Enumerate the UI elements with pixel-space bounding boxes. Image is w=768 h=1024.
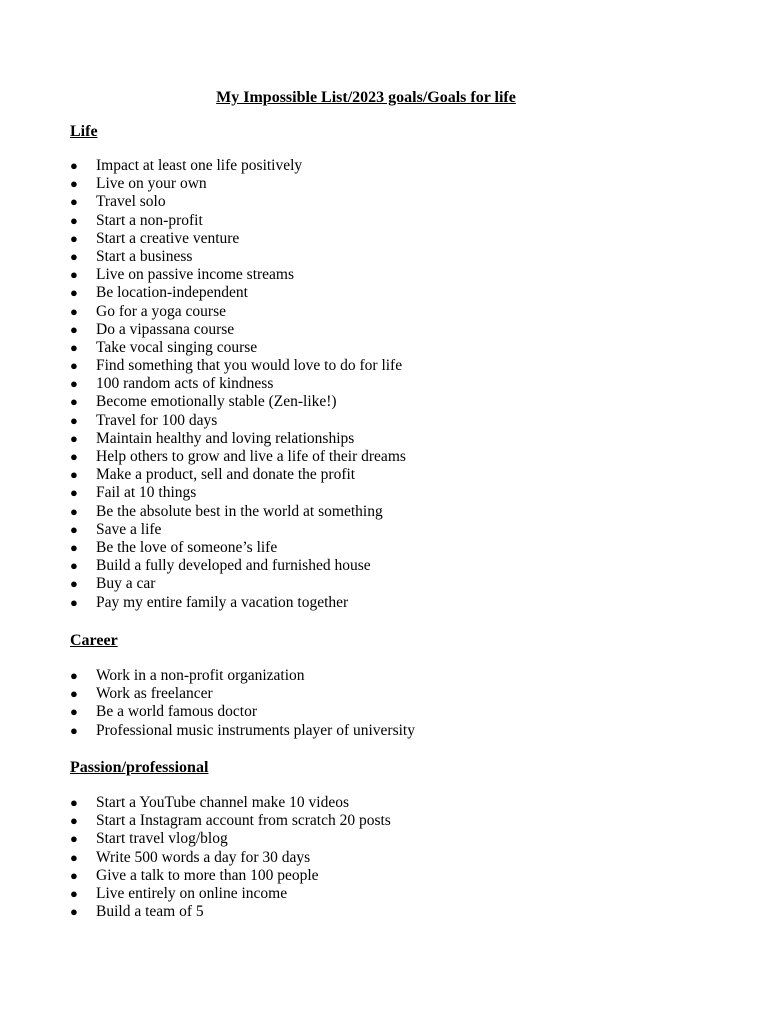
bullet-icon: ● xyxy=(70,158,78,173)
bullet-icon: ● xyxy=(70,376,78,392)
list-item xyxy=(70,667,415,685)
bullet-icon: ● xyxy=(70,576,78,592)
list-item-text: Be the absolute best in the world at something xyxy=(96,502,383,520)
list-item xyxy=(70,321,406,339)
list-item-text: Start a creative venture xyxy=(96,229,240,247)
list-item-text: Be location-independent xyxy=(96,284,248,302)
list-item xyxy=(70,685,415,703)
list-item xyxy=(70,157,406,175)
list-item-text: Pay my entire family a vacation together xyxy=(96,593,349,611)
list-item-text: Start a business xyxy=(96,247,193,265)
list-item-text: Work as freelancer xyxy=(96,685,213,703)
bullet-icon: ● xyxy=(70,303,78,319)
list-item-text: Save a life xyxy=(96,520,162,538)
list-item xyxy=(70,284,406,302)
list-item xyxy=(70,594,406,612)
list-item-text: Live on passive income streams xyxy=(96,266,295,284)
list-item-text: Live entirely on online income xyxy=(96,884,288,902)
list-item-text: 100 random acts of kindness xyxy=(96,375,274,393)
list-item-text: Start a non-profit xyxy=(96,211,203,229)
bullet-icon: ● xyxy=(70,321,78,337)
goal-list-career xyxy=(70,667,415,740)
bullet-icon: ● xyxy=(70,849,78,865)
bullet-icon: ● xyxy=(70,722,78,738)
list-item xyxy=(70,849,391,867)
list-item xyxy=(70,212,406,230)
bullet-icon: ● xyxy=(70,539,78,555)
list-item xyxy=(70,903,391,921)
list-item xyxy=(70,339,406,357)
list-item xyxy=(70,248,406,266)
list-item-text: Professional music instruments player of university xyxy=(96,721,415,739)
bullet-icon: ● xyxy=(70,412,78,428)
bullet-icon: ● xyxy=(70,867,78,883)
list-item xyxy=(70,812,391,830)
list-item-text: Live on your own xyxy=(96,175,207,193)
list-item-text: Go for a yoga course xyxy=(96,302,226,320)
list-item xyxy=(70,503,406,521)
goal-list-passion-professional xyxy=(70,794,391,921)
list-item xyxy=(70,175,406,193)
list-item xyxy=(70,303,406,321)
bullet-icon: ● xyxy=(70,285,78,301)
bullet-icon: ● xyxy=(70,467,78,483)
list-item xyxy=(70,703,415,721)
bullet-icon: ● xyxy=(70,831,78,847)
list-item xyxy=(70,885,391,903)
list-item-text: Travel for 100 days xyxy=(96,411,218,429)
list-item-text: Do a vipassana course xyxy=(96,320,235,338)
list-item-text: Make a product, sell and donate the profit xyxy=(96,466,356,484)
list-item xyxy=(70,466,406,484)
bullet-icon: ● xyxy=(70,212,78,228)
list-item xyxy=(70,484,406,502)
goal-list-life xyxy=(70,157,406,612)
bullet-icon: ● xyxy=(70,430,78,446)
section-heading-life: Life xyxy=(70,123,98,140)
list-item-text: Give a talk to more than 100 people xyxy=(96,866,319,884)
list-item xyxy=(70,266,406,284)
list-item xyxy=(70,430,406,448)
bullet-icon: ● xyxy=(70,813,78,829)
bullet-icon: ● xyxy=(70,485,78,501)
bullet-icon: ● xyxy=(70,668,78,683)
list-item-text: Build a fully developed and furnished house xyxy=(96,557,371,575)
list-item-text: Start a YouTube channel make 10 videos xyxy=(96,794,350,811)
list-item xyxy=(70,375,406,393)
bullet-icon: ● xyxy=(70,449,78,464)
list-item-text: Start travel vlog/blog xyxy=(96,830,228,848)
bullet-icon: ● xyxy=(70,594,78,610)
list-item xyxy=(70,230,406,248)
list-item xyxy=(70,575,406,593)
list-item-text: Work in a non-profit organization xyxy=(96,667,305,684)
list-item xyxy=(70,193,406,211)
list-item xyxy=(70,557,406,575)
list-item-text: Become emotionally stable (Zen-like!) xyxy=(96,393,337,411)
bullet-icon: ● xyxy=(70,704,78,720)
list-item-text: Buy a car xyxy=(96,575,156,593)
bullet-icon: ● xyxy=(70,176,78,192)
list-item-text: Be a world famous doctor xyxy=(96,703,257,721)
list-item-text: Be the love of someone’s life xyxy=(96,538,278,556)
bullet-icon: ● xyxy=(70,521,78,537)
bullet-icon: ● xyxy=(70,885,78,901)
list-item-text: Fail at 10 things xyxy=(96,484,197,502)
bullet-icon: ● xyxy=(70,558,78,574)
list-item xyxy=(70,794,391,812)
list-item-text: Impact at least one life positively xyxy=(96,157,303,174)
list-item xyxy=(70,412,406,430)
list-item xyxy=(70,867,391,885)
list-item xyxy=(70,357,406,375)
bullet-icon: ● xyxy=(70,503,78,519)
bullet-icon: ● xyxy=(70,248,78,264)
list-item-text: Start a Instagram account from scratch 20 posts xyxy=(96,812,391,830)
list-item xyxy=(70,521,406,539)
bullet-icon: ● xyxy=(70,904,78,920)
list-item xyxy=(70,448,406,466)
list-item xyxy=(70,722,415,740)
bullet-icon: ● xyxy=(70,194,78,210)
list-item xyxy=(70,830,391,848)
section-heading-career: Career xyxy=(70,632,118,649)
page-title: My Impossible List/2023 goals/Goals for life xyxy=(216,89,516,106)
bullet-icon: ● xyxy=(70,394,78,410)
list-item-text: Take vocal singing course xyxy=(96,338,258,356)
bullet-icon: ● xyxy=(70,267,78,283)
bullet-icon: ● xyxy=(70,230,78,246)
list-item xyxy=(70,393,406,411)
section-heading-passion-professional: Passion/professional xyxy=(70,759,209,776)
bullet-icon: ● xyxy=(70,795,78,810)
list-item xyxy=(70,539,406,557)
bullet-icon: ● xyxy=(70,358,78,374)
list-item-text: Find something that you would love to do for life xyxy=(96,357,403,375)
list-item-text: Write 500 words a day for 30 days xyxy=(96,848,311,866)
bullet-icon: ● xyxy=(70,339,78,355)
list-item-text: Build a team of 5 xyxy=(96,903,204,921)
list-item-text: Maintain healthy and loving relationships xyxy=(96,429,355,447)
list-item-text: Travel solo xyxy=(96,193,166,211)
list-item-text: Help others to grow and live a life of their dreams xyxy=(96,448,406,465)
bullet-icon: ● xyxy=(70,686,78,702)
